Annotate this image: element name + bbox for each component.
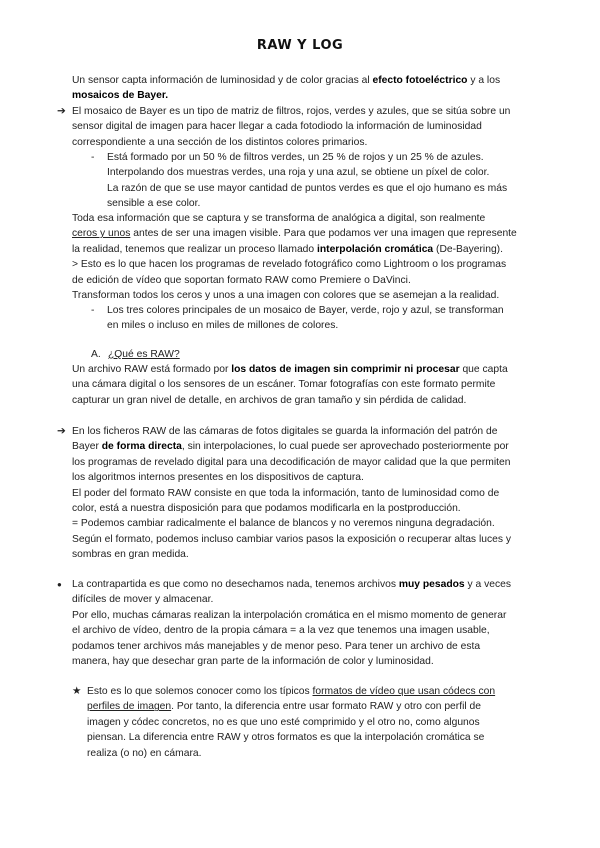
underlined-text: perfiles de imagen <box>87 701 172 713</box>
text-line: > Esto es lo que hacen los programas de revelado fotográfico como Lightroom o los programas <box>72 259 507 271</box>
text-line: Los tres colores principales de un mosaico de Bayer, verde, rojo y azul, se transforman <box>107 305 504 316</box>
text: Un archivo RAW está formado por <box>72 364 232 375</box>
text-line: sensible a ese color. <box>107 198 201 210</box>
bold-text: muy pesados <box>398 579 465 590</box>
text-line: En los ficheros RAW de las cámaras de fotos digitales se guarda la información del patrón de <box>72 426 498 437</box>
raw-definition-paragraph <box>72 362 532 408</box>
text-line: difíciles de mover y almacenar. <box>72 594 214 606</box>
text-line: capturar un gran nivel de detalle, en archivos de gran tamaño y sin pérdida de calidad. <box>72 394 467 406</box>
tradeoff-paragraph <box>72 577 532 669</box>
text-line: correspondiente a una sección de los distintos colores primarios. <box>72 136 368 148</box>
text-line: Según el formato, podemos incluso cambiar varios pasos la exposición o recuperar altas luces y <box>72 533 511 545</box>
text-line: sombras en gran medida. <box>72 549 189 561</box>
text: antes de ser una imagen visible. Para que podamos ver una imagen que represente <box>130 228 517 240</box>
text-line: Transforman todos los ceros y unos a una imagen con colores que se asemejan a la realidad. <box>72 290 500 302</box>
text: (De-Bayering). <box>433 243 503 255</box>
intro-paragraph <box>72 73 532 104</box>
text-line: imagen y códec concretos, no es que uno esté comprimido y el otro no, como algunos <box>87 716 480 728</box>
dash-list-item <box>107 303 527 334</box>
star-bullet-icon: ★ <box>72 686 82 697</box>
bayer-paragraph <box>72 104 532 150</box>
text: la realidad, tenemos que realizar un proceso llamado <box>72 243 317 255</box>
bold-text: los datos de imagen sin comprimir ni procesar <box>231 364 460 375</box>
text-line: Está formado por un 50 % de filtros verdes, un 25 % de rojos y un 25 % de azules. <box>107 152 484 163</box>
text-line: el archivo de vídeo, dentro de la propia cámara = a la vez que tenemos una imagen usable, <box>72 625 490 637</box>
text-line: = Podemos cambiar radicalmente el balance de blancos y no veremos ninguna degradación. <box>72 518 495 530</box>
text-line: El mosaico de Bayer es un tipo de matriz de filtros, rojos, verdes y azules, que se sitúa sobre un <box>72 106 511 117</box>
text-line: una cámara digital o los sensores de un escáner. Tomar fotografías con este formato permite <box>72 379 496 391</box>
text-line: piensan. La diferencia entre RAW y otros formatos es que la interpolación cromática se <box>87 732 485 744</box>
section-marker: A. <box>91 349 101 360</box>
text-line: los programas de revelado digital para una decodificación de mayor calidad que la que permiten <box>72 456 511 468</box>
page-title: RAW Y LOG <box>256 38 344 53</box>
text-line: manera, hay que desechar gran parte de la información de color y luminosidad. <box>72 656 434 668</box>
text-line: La razón de que se use mayor cantidad de puntos verdes es que el ojo humano es más <box>107 182 508 194</box>
text: . Por tanto, la diferencia entre usar formato RAW y otro con perfil de <box>171 701 481 713</box>
text: que capta <box>459 364 508 375</box>
raw-files-paragraph <box>72 424 532 563</box>
text: y a veces <box>464 579 512 590</box>
text-line: de edición de vídeo que soportan formato RAW como Premiere o DaVinci. <box>72 274 411 286</box>
dash-bullet-icon: - <box>91 152 95 163</box>
text-line: sensor digital de imagen para hacer llegar a cada fotodiodo la información de luminosidad <box>72 121 482 133</box>
text-line: realiza (o no) en cámara. <box>87 747 202 759</box>
text: , sin interpolaciones, lo cual puede ser aprovechado posteriormente por <box>181 441 509 453</box>
bold-text: de forma directa <box>101 441 182 453</box>
text-line: los algoritmos internos presentes en los dispositivos de captura. <box>72 472 364 484</box>
bold-text: mosaicos de Bayer. <box>72 90 169 102</box>
text: y a los <box>467 75 501 86</box>
text-line: Interpolando dos muestras verdes, una roja y una azul, se obtiene un píxel de color. <box>107 167 490 179</box>
text: La contrapartida es que como no desechamos nada, tenemos archivos <box>72 579 399 590</box>
text-line: en miles o incluso en miles de millones de colores. <box>107 320 339 332</box>
arrow-bullet-icon: ➔ <box>57 106 66 117</box>
underlined-text: ceros y unos <box>72 228 131 240</box>
arrow-bullet-icon: ➔ <box>57 426 66 437</box>
digital-paragraph <box>72 211 532 303</box>
bold-text: interpolación cromática <box>316 243 434 255</box>
underlined-text: formatos de vídeo que usan códecs con <box>312 686 496 697</box>
bold-text: efecto fotoeléctrico <box>372 75 468 86</box>
text: Un sensor capta información de luminosidad y de color gracias al <box>72 75 373 86</box>
text-line: podamos tener archivos más manejables y de menor peso. Para tener un archivo de esta <box>72 640 481 652</box>
codec-paragraph <box>87 684 532 761</box>
dash-bullet-icon: - <box>91 305 95 316</box>
text: Esto es lo que solemos conocer como los típicos <box>87 686 313 697</box>
section-heading: ¿Qué es RAW? <box>108 349 180 360</box>
text-line: El poder del formato RAW consiste en que toda la información, tanto de luminosidad como de <box>72 487 500 499</box>
dot-bullet-icon: ● <box>57 580 62 589</box>
dash-list-item <box>107 150 527 212</box>
text: Bayer <box>72 441 102 453</box>
text-line: color, está a nuestra disposición para que podamos modificarla en la postproducción. <box>72 503 461 515</box>
text-line: Por ello, muchas cámaras realizan la interpolación cromática en el mismo momento de generar <box>72 609 507 621</box>
text-line: Toda esa información que se captura y se transforma de analógica a digital, son realmente <box>72 213 486 224</box>
